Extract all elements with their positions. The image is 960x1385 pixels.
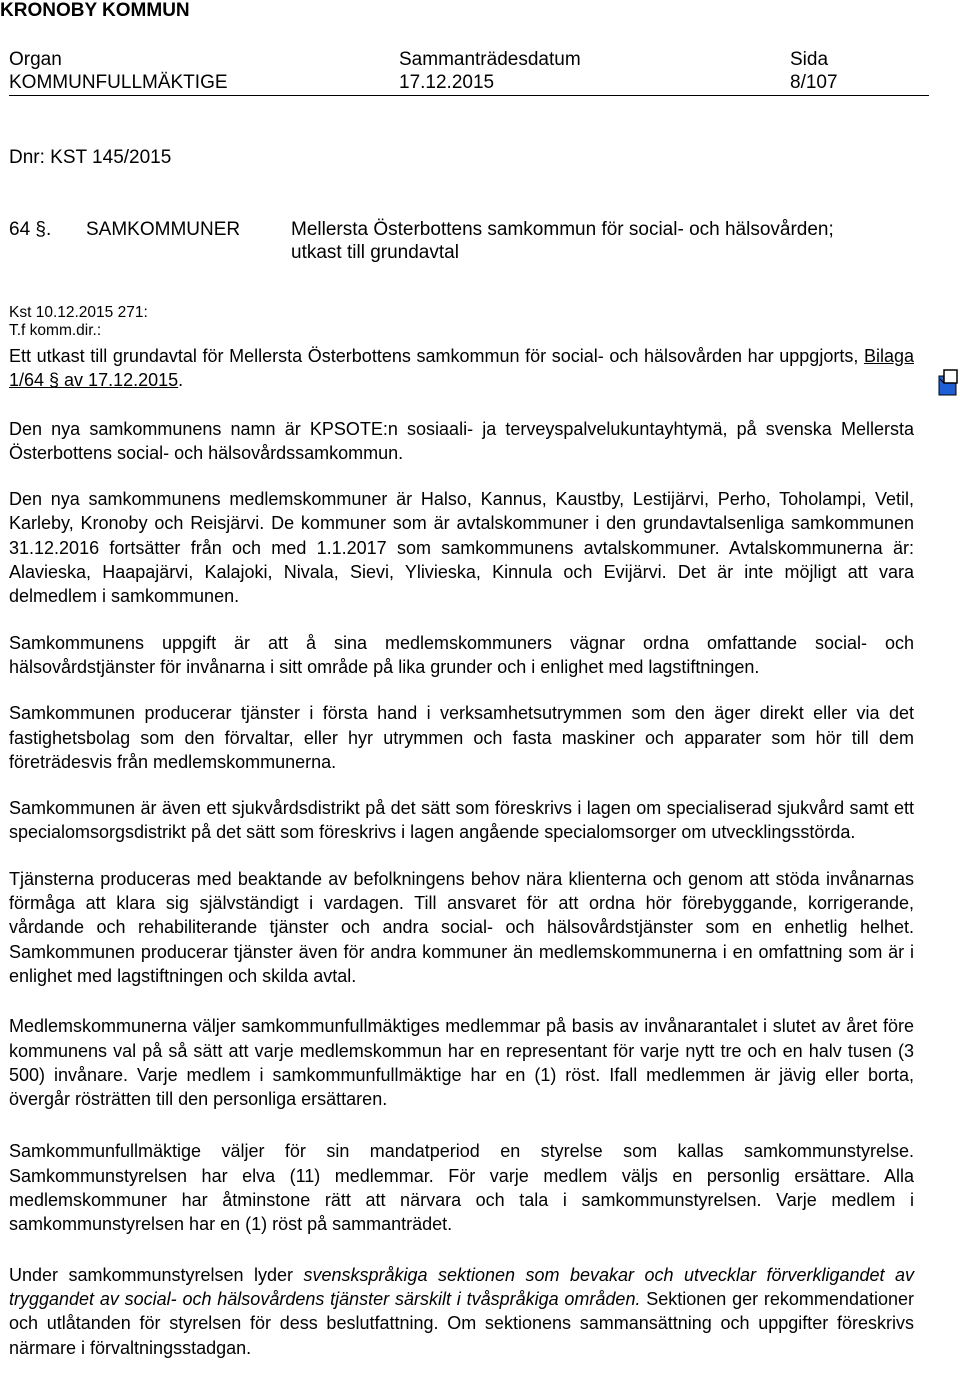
intro-paragraph (9, 344, 914, 393)
organization-name: KRONOBY KOMMUN (0, 0, 190, 21)
section-number: 64 §. (9, 219, 52, 240)
paragraph-section (9, 1263, 914, 1360)
page-value: 8/107 (790, 72, 838, 93)
meeting-date-label: Sammanträdesdatum (399, 49, 581, 70)
attachment-link[interactable]: Bilaga 1/64 § av 17.12.2015 (9, 346, 914, 391)
paragraph-district: Samkommunen är även ett sjukvårdsdistrikt på det sätt som föreskrivs i lagen om specialiserad sjukvård samt ett specialomsorgsdistrikt på det sätt som föreskrivs i lagen angående specialomsorger om utvecklingsstörda. (9, 798, 914, 843)
meeting-date-block (399, 48, 581, 94)
paragraph-members: Den nya samkommunens medlemskommuner är Halso, Kannus, Kaustby, Lestijärvi, Perho, Toholampi, Vetil, Karleby, Kronoby och Reisjärvi. De kommuner som är avtalskommuner i den grundavtalsenliga samkommunen 31.12.2016 fortsätter från och med 1.1.2017 som samkommunens avtalskommuner. Avtalskommunerna är: Alavieska, Haapajärvi, Kalajoki, Nivala, Sievi, Ylivieska, Kinnula och Evijärvi. Det är inte möjligt att vara delmedlem i samkommunen. (9, 489, 914, 607)
paragraph-name: Den nya samkommunens namn är KPSOTE:n sosiaali- ja terveyspalvelukuntayhtymä, på svenska Mellersta Österbottens social- och hälsovårdssamkommun. (9, 418, 914, 463)
meeting-date-value: 17.12.2015 (399, 72, 495, 93)
preparation-meta (9, 304, 148, 340)
paragraph-board: Samkommunfullmäktige väljer för sin mandatperiod en styrelse som kallas samkommunstyrelse. Samkommunstyrelsen har elva (11) medlemmar. För varje medlem väljs en personlig ersättare. Alla medlemskommuner har åtminstone rätt att närvara och tala i samkommunstyrelsen. Varje medlem i samkommunstyrelsen har en (1) röst på sammanträdet. (9, 1141, 914, 1235)
section-title-line2: utkast till grundavtal (291, 242, 459, 263)
organ-label: Organ (9, 49, 62, 70)
organ-value: KOMMUNFULLMÄKTIGE (9, 72, 228, 93)
header-divider (9, 95, 929, 96)
organ-block (9, 48, 228, 94)
section-text-start: Under samkommunstyrelsen lyder (9, 1264, 304, 1285)
paragraph-council: Medlemskommunerna väljer samkommunfullmäktiges medlemmar på basis av invånarantalet i slutet av året före kommunens val på så sätt att varje medlemskommun har en representant för varje nytt tre och en halv tusen (3 500) invånare. Varje medlem i samkommunfullmäktige har en (1) röst. Ifall medlemmen är jävig eller borta, övergår rösträtten till den personliga ersättaren. (9, 1016, 914, 1110)
paragraph-task: Samkommunens uppgift är att å sina medlemskommuners vägnar ordna omfattande social- och hälsovårdstjänster för invånarna i sitt område på lika grunder och i enlighet med lagstiftningen. (9, 632, 914, 677)
paragraph-services: Tjänsterna produceras med beaktande av befolkningens behov nära klienterna och genom att stöda invånarnas förmåga att klara sig självständigt i vardagen. Till ansvaret för att ordna hör förebyggande, korrigerande, vårdande och rehabiliterande tjänster och andra social- och hälsovårdstjänster som en enhetlig helhet. Samkommunen producerar tjänster även för andra kommuner än medlemskommunerna i en omfattning som är i enlighet med lagstiftningen och skilda avtal. (9, 868, 914, 986)
section-code: SAMKOMMUNER (86, 219, 241, 240)
paragraph-facilities: Samkommunen producerar tjänster i första hand i verksamhetsutrymmen som den äger direkt eller via det fastighetsbolag som den förvaltar, eller hyr utrymmen och fasta maskiner och apparater som hör till dem företrädesvis från medlemskommunerna. (9, 703, 914, 772)
section-text-italic: svenskspråkiga sektionen som bevakar och utvecklar förverkligandet av tryggandet av social- och hälsovårdens tjänster särskilt i tvåspråkiga områden. (9, 1264, 914, 1309)
document-body (9, 344, 914, 1360)
intro-text: Ett utkast till grundavtal för Mellersta Österbottens samkommun för social- och hälsovården har uppgjorts, (9, 346, 864, 366)
section-title-line1: Mellersta Österbottens samkommun för social- och hälsovården; (291, 219, 834, 240)
meta-line2: T.f komm.dir.: (9, 322, 102, 339)
diary-number: Dnr: KST 145/2015 (9, 147, 172, 168)
page-label: Sida (790, 49, 829, 70)
intro-end: . (178, 370, 184, 391)
page-number-block (790, 48, 838, 94)
meta-line1: Kst 10.12.2015 271: (9, 304, 148, 321)
section-text-end: Sektionen ger rekommendationer och utlåtanden för styrelsen för dess beslutfattning. Om sektionens sammansättning och uppgifter föreskrivs närmare i förvaltningsstadgan. (9, 1288, 914, 1358)
sticky-note-icon[interactable] (936, 368, 960, 398)
section-title (291, 218, 911, 264)
